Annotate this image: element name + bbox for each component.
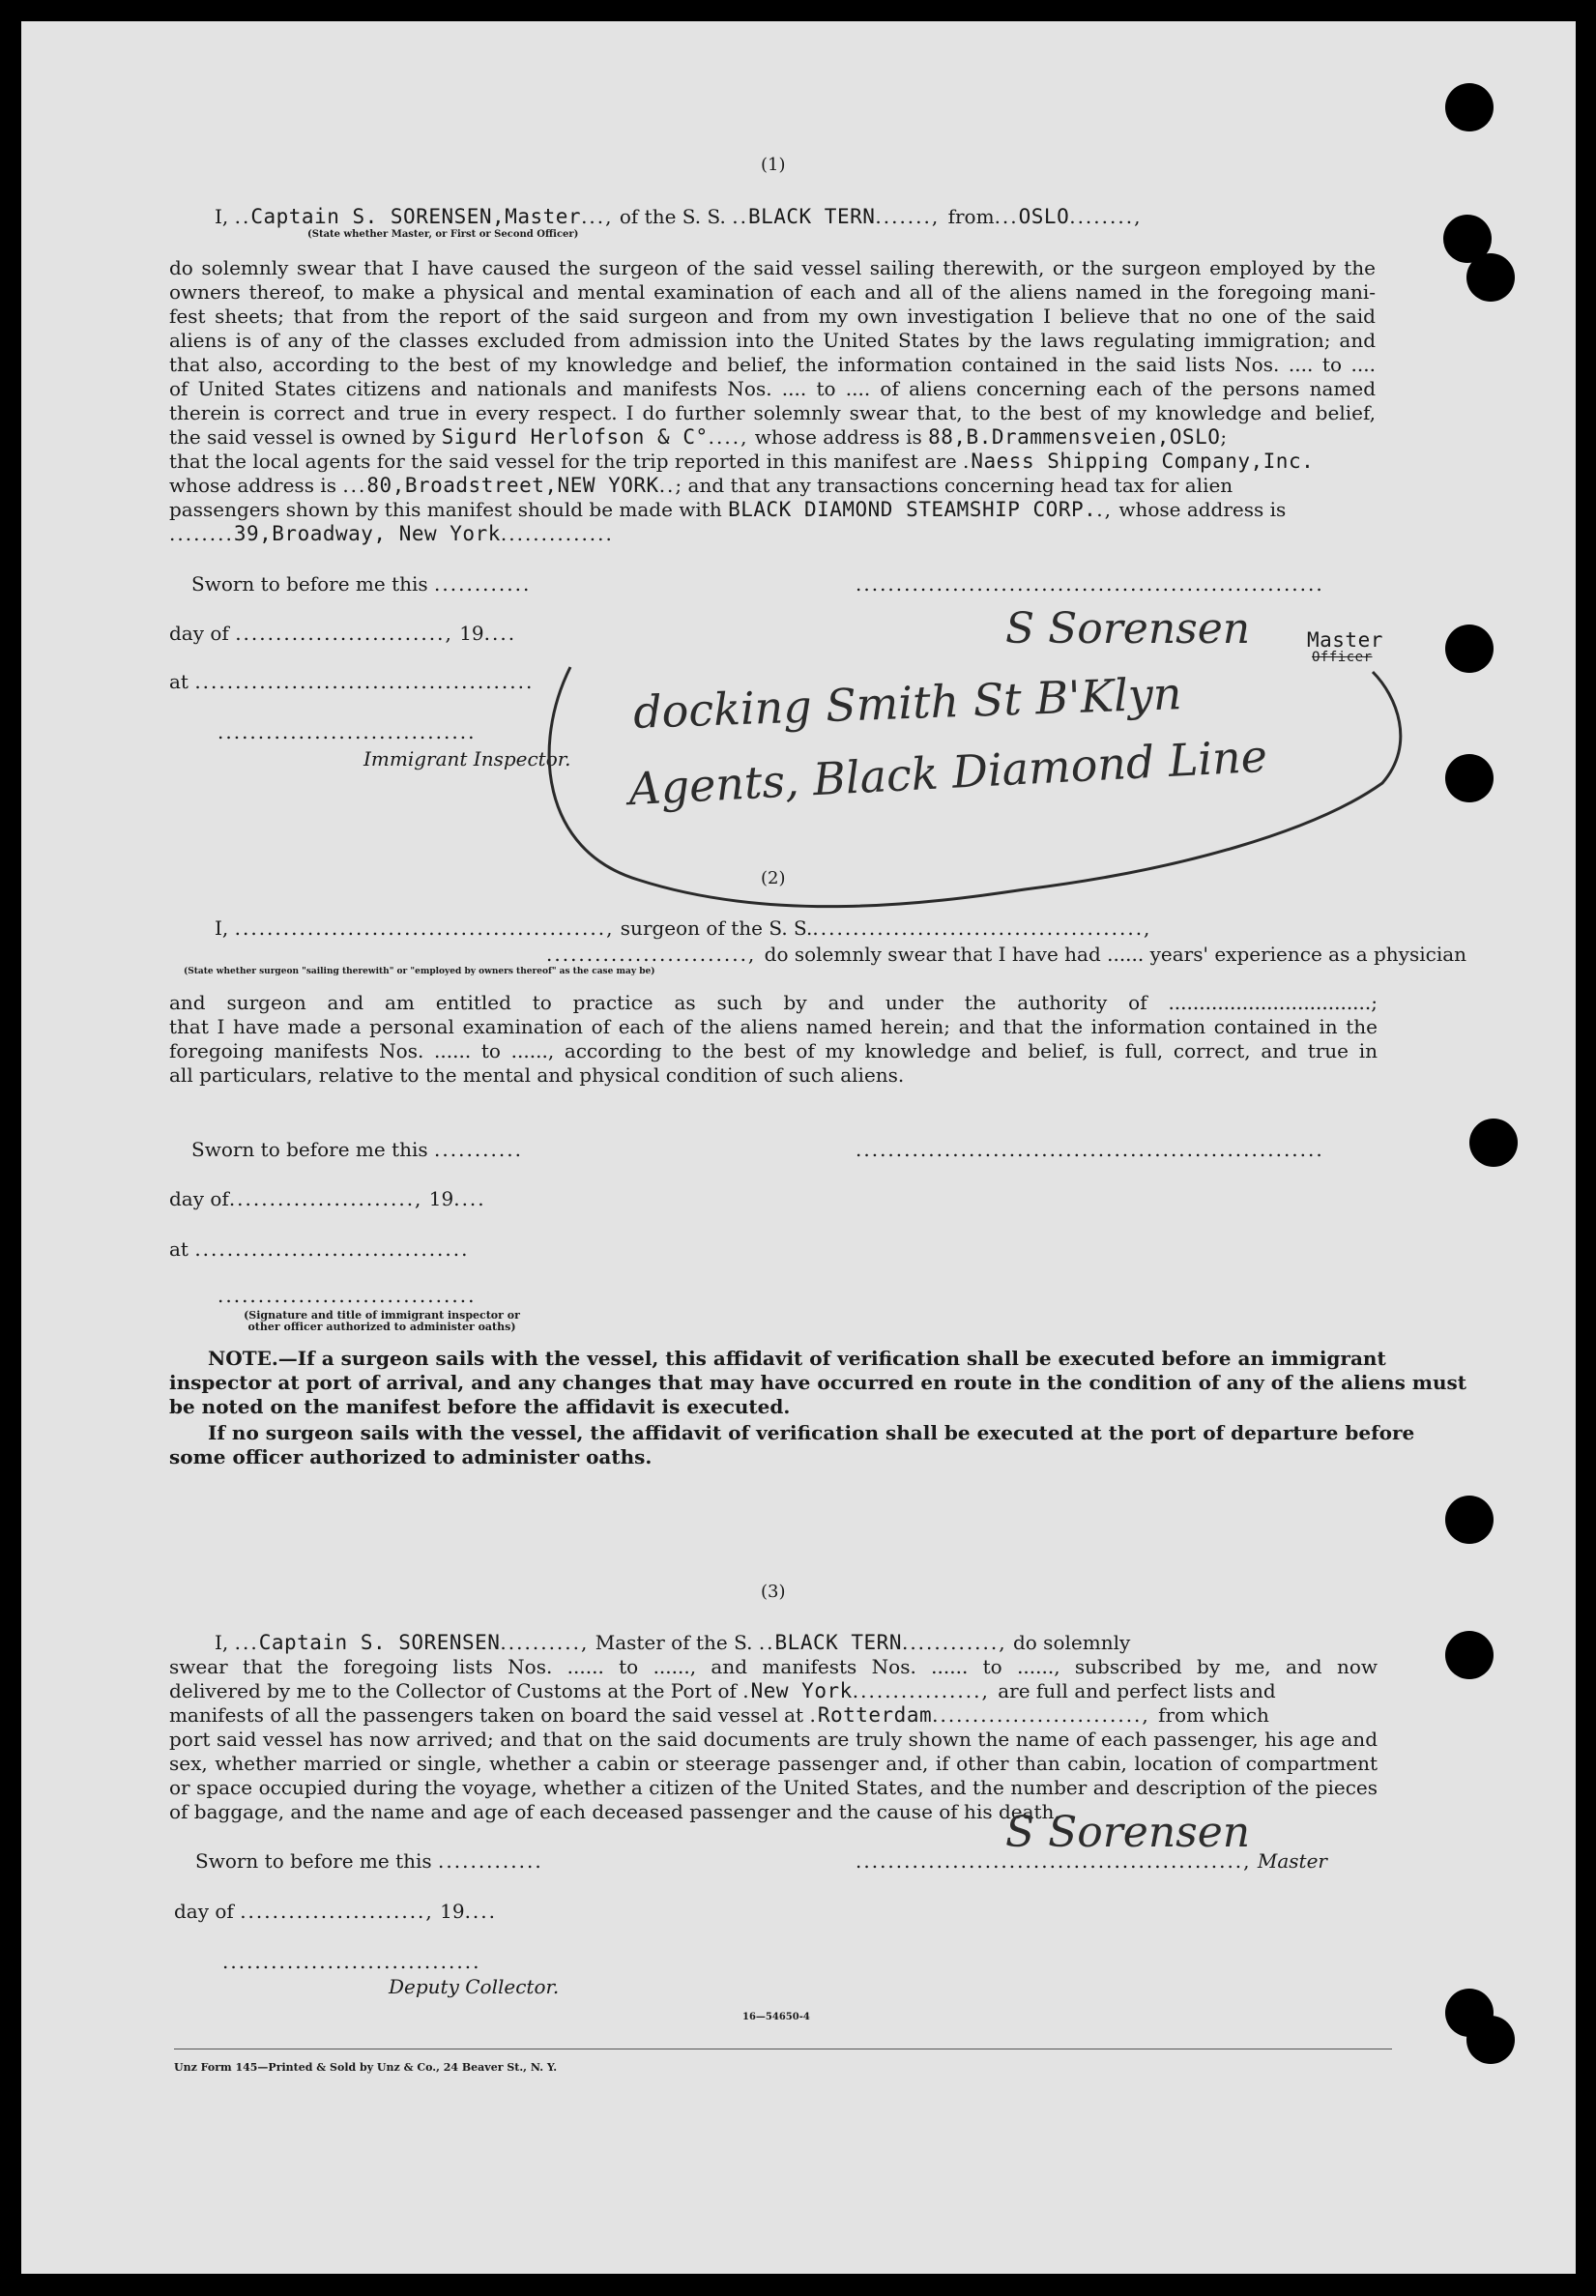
binder-hole (1445, 1496, 1494, 1544)
sworn-line: Sworn to before me this ............ (191, 572, 532, 596)
section1-paragraph: do solemnly swear that I have caused the surgeon of the said vessel sailing therewith, or the surgeon employed by the owners thereof, to make a physical and mental examination of each and all of the aliens named in the foregoing mani- fest sheets; that from the report of the said surgeon and from my own investigation I believe that no one of the said aliens is of any of the classes excluded from admission into the United States by the laws regulating immigration; and that also, according to the best of my knowledge and belief, the information contained in the said lists Nos. .... to .... of United States citizens and nationals and manifests Nos. .... to .... of aliens concerning each of the persons named therein is correct and true in every respect. I do further solemnly swear that, to the best of my knowledge and belief, (169, 256, 1376, 424)
corp-address: 39,Broadway, New York (233, 522, 501, 545)
day-line-3: day of ......................., 19.... (174, 1900, 498, 1923)
departure-port: OSLO (1018, 205, 1070, 228)
form-code: 16—54650-4 (742, 2012, 810, 2022)
section2-paragraph: and surgeon and am entitled to practice as such by and under the authority of .................................; that I have made a personal examination of each of the aliens named herein; and that the information contained in the foregoing manifests Nos. ...... to ......, according to the best of my knowledge and belief, is full, correct, and true in all particulars, relative to the mental and physical condition of such aliens. (169, 991, 1378, 1087)
binder-hole (1469, 1119, 1518, 1167)
agents-address: 80,Broadstreet,NEW YORK (366, 474, 659, 497)
binder-hole (1445, 625, 1494, 673)
binder-hole (1445, 754, 1494, 802)
handwritten-note-agents: Agents, Black Diamond Line (627, 729, 1269, 816)
owner-address: 88,B.Drammensveien,OSLO (928, 425, 1221, 449)
section3-lines: swear that the foregoing lists Nos. ...... to ......, and manifests Nos. ...... to ......, subscribed by me, and now (169, 1655, 1378, 1678)
struck-officer-title: Officer (1312, 650, 1373, 665)
master-oath-line: I, ..Captain S. SORENSEN,Master..., of the S. S. ..BLACK TERN......., from...OSLO........, (215, 205, 1143, 228)
immigrant-inspector-label: Immigrant Inspector. (363, 747, 571, 770)
binder-hole (1466, 253, 1515, 302)
arrival-port: New York (750, 1679, 853, 1702)
master-signature-line: ................................................, Master (856, 1849, 1327, 1873)
agents-line: that the local agents for the said vessel for the trip reported in this manifest are .Naess Shipping Company,Inc. (169, 450, 1315, 473)
surgeon-signature-dots: .......................................................... (856, 1138, 1324, 1161)
at-line: at .......................................... (169, 670, 535, 693)
signature-note: (Signature and title of immigrant inspector or other officer authorized to administer oaths) (244, 1309, 520, 1333)
surgeon-note: (State whether surgeon "sailing therewith" or "employed by owners thereof" as the case may be) (184, 967, 655, 976)
deputy-collector-label: Deputy Collector. (389, 1975, 560, 1998)
note-paragraph-2: If no surgeon sails with the vessel, the affidavit of verification shall be executed at the port of departure before some officer authorized to administer oaths. (169, 1421, 1415, 1468)
master-signature-3: S Sorensen (1005, 1808, 1251, 1857)
binder-hole (1445, 83, 1494, 131)
sworn-line-2: Sworn to before me this ........... (191, 1138, 523, 1161)
sworn-line-3: Sworn to before me this ............. (195, 1849, 543, 1873)
vessel-name: BLACK TERN (747, 205, 876, 228)
owner-line: the said vessel is owned by Sigurd Herlofson & C°...., whose address is 88,B.Drammensveien,OSLO; (169, 425, 1228, 449)
surgeon-swear-line: ........................., do solemnly swear that I have had ...... years' experience as a physician (546, 943, 1467, 966)
departure-line: manifests of all the passengers taken on board the said vessel at .Rotterdam.........................., from which (169, 1703, 1269, 1727)
day-line: day of .........................., 19.... (169, 622, 517, 645)
handwritten-note-docking: docking Smith St B'Klyn (632, 667, 1183, 739)
steamship-corp: BLACK DIAMOND STEAMSHIP CORP. (728, 498, 1097, 521)
binder-hole (1445, 1631, 1494, 1679)
section-number: (2) (761, 868, 786, 888)
master-name: Captain S. SORENSEN,Master (250, 205, 582, 228)
master-name-3: Captain S. SORENSEN (258, 1631, 501, 1654)
port-line: delivered by me to the Collector of Customs at the Port of .New York................, are full and perfect lists and (169, 1679, 1276, 1702)
section3-paragraph: port said vessel has now arrived; and that on the said documents are truly shown the name of each passenger, his age and sex, whether married or single, whether a cabin or steerage passenger and, if other than cabin, location of compartment or space occupied during the voyage, whether a citizen of the United States, and the number and description of the pieces of baggage, and the name and age of each deceased passenger and the cause of his death. (169, 1728, 1378, 1823)
binder-hole (1466, 2016, 1515, 2064)
day-line-2: day of......................., 19.... (169, 1187, 486, 1210)
section-number: (1) (761, 155, 786, 175)
inspector-dots: ................................ (218, 720, 477, 743)
printer-footer: Unz Form 145—Printed & Sold by Unz & Co., 24 Beaver St., N. Y. (174, 2061, 558, 2074)
collector-dots: ................................ (222, 1950, 481, 1973)
note-paragraph: NOTE.—If a surgeon sails with the vessel, this affidavit of verification shall be executed before an immigrant inspector at port of arrival, and any changes that may have occurred en route in the condition of any of the aliens must be noted on the manifest before the affidavit is executed. (169, 1347, 1467, 1418)
master-title: Master (1307, 628, 1383, 652)
master-oath-line-3: I, ...Captain S. SORENSEN.........., Master of the S. ..BLACK TERN............, do solemnly (215, 1631, 1131, 1654)
surgeon-line: I, .............................................., surgeon of the S. S.........................................., (215, 916, 1152, 940)
at-line-2: at .................................. (169, 1237, 470, 1261)
section-number: (3) (761, 1582, 786, 1602)
vessel-name-3: BLACK TERN (774, 1631, 902, 1654)
signature-dots: .......................................................... (856, 572, 1324, 596)
agents-name: Naess Shipping Company,Inc. (971, 450, 1315, 473)
agents-address-line: whose address is ...80,Broadstreet,NEW YORK..; and that any transactions concerning head tax for alien (169, 474, 1233, 497)
departure-port-3: Rotterdam (817, 1703, 933, 1727)
corp-address-line: ........39,Broadway, New York.............. (169, 522, 614, 545)
inspector-dots-2: ................................ (218, 1284, 477, 1307)
owner-name: Sigurd Herlofson & C° (441, 425, 709, 449)
officer-note: (State whether Master, or First or Second Officer) (307, 229, 579, 240)
head-tax-line: passengers shown by this manifest should be made with BLACK DIAMOND STEAMSHIP CORP.., whose address is (169, 498, 1287, 521)
master-signature: S Sorensen (1005, 604, 1251, 654)
